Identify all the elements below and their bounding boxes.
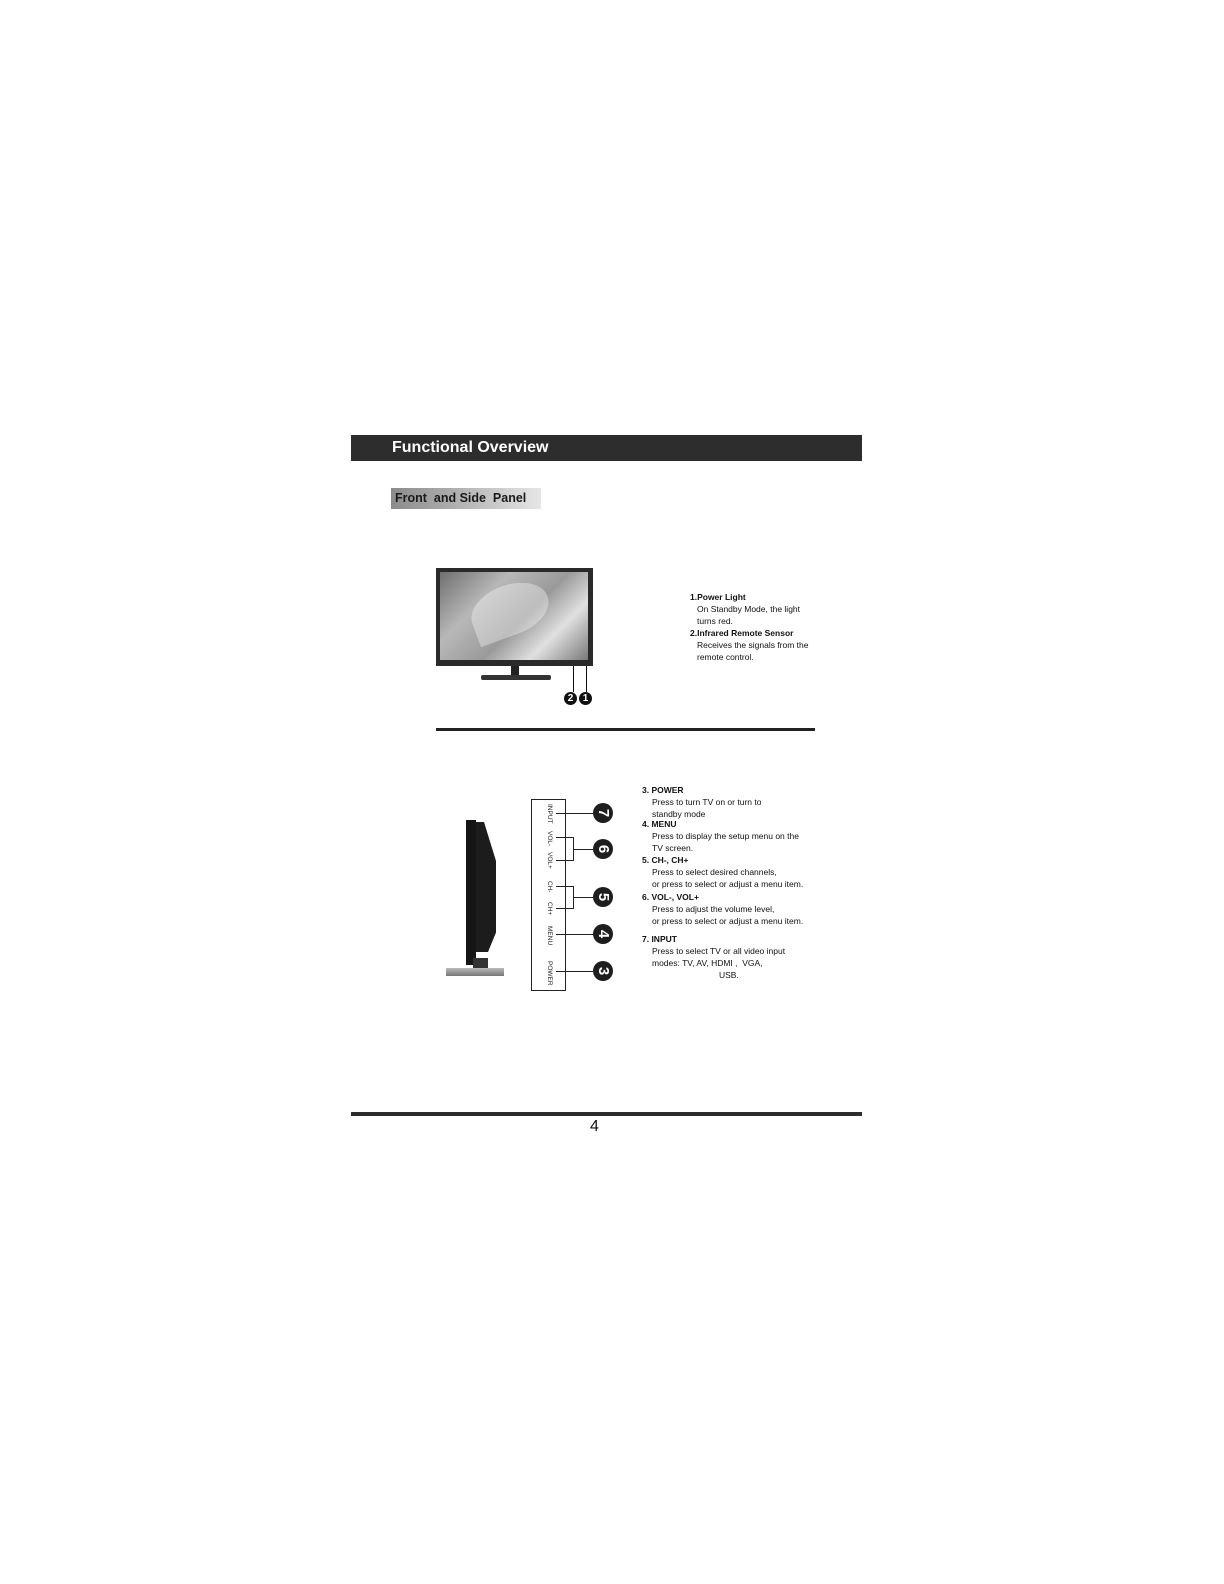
connector-4 bbox=[556, 934, 593, 935]
connector-6 bbox=[573, 849, 593, 850]
footer-rule bbox=[351, 1112, 862, 1116]
connector-5 bbox=[573, 897, 593, 898]
connector-5a bbox=[556, 886, 573, 887]
callout-4: 4 bbox=[593, 924, 613, 944]
btn-label-input: INPUT bbox=[546, 804, 553, 824]
tv-side-foot bbox=[446, 968, 504, 976]
callout-3: 3 bbox=[593, 961, 613, 981]
callout-7: 7 bbox=[593, 803, 613, 823]
section-divider bbox=[436, 728, 815, 731]
btn-label-ch-minus: CH- bbox=[546, 881, 553, 893]
side-item-input: 7. INPUT Press to select TV or all video input modes: TV, AV, HDMI , VGA, USB. bbox=[642, 934, 786, 980]
tv-stand-base bbox=[481, 675, 551, 680]
btn-label-menu: MENU bbox=[546, 926, 553, 946]
connector-6b bbox=[556, 860, 573, 861]
side-item-ch: 5. CH-, CH+ Press to select desired channels, or press to select or adjust a menu item. bbox=[642, 855, 804, 889]
callout-2: 2 bbox=[564, 692, 577, 705]
callout-5: 5 bbox=[593, 887, 613, 907]
side-item-menu: 4. MENU Press to display the setup menu on the TV screen. bbox=[642, 819, 799, 853]
side-item-power: 3. POWER Press to turn TV on or turn to standby mode bbox=[642, 785, 762, 819]
connector-3 bbox=[556, 971, 593, 972]
callout-1: 1 bbox=[579, 692, 592, 705]
connector-5b bbox=[556, 908, 573, 909]
tv-side-illustration bbox=[466, 820, 476, 965]
section-title: Front and Side Panel bbox=[395, 491, 527, 505]
front-item-power-light: 1.Power Light On Standby Mode, the light turns red. 2.Infrared Remote Sensor Receives the signals from the remote control. bbox=[690, 592, 809, 662]
callout-leader-1 bbox=[586, 666, 587, 692]
btn-label-power: POWER bbox=[546, 961, 553, 986]
connector-7 bbox=[556, 813, 593, 814]
side-item-vol: 6. VOL-, VOL+ Press to adjust the volume level, or press to select or adjust a menu item. bbox=[642, 892, 804, 926]
tv-side-back bbox=[476, 822, 496, 952]
page-title: Functional Overview bbox=[392, 439, 549, 456]
callout-leader-2 bbox=[573, 666, 574, 692]
btn-label-ch-plus: CH+ bbox=[546, 902, 553, 916]
callout-6: 6 bbox=[593, 839, 613, 859]
btn-label-vol-minus: VOL- bbox=[546, 831, 553, 847]
btn-label-vol-plus: VOL+ bbox=[546, 852, 553, 869]
connector-6a bbox=[556, 837, 573, 838]
page-number: 4 bbox=[590, 1118, 599, 1135]
